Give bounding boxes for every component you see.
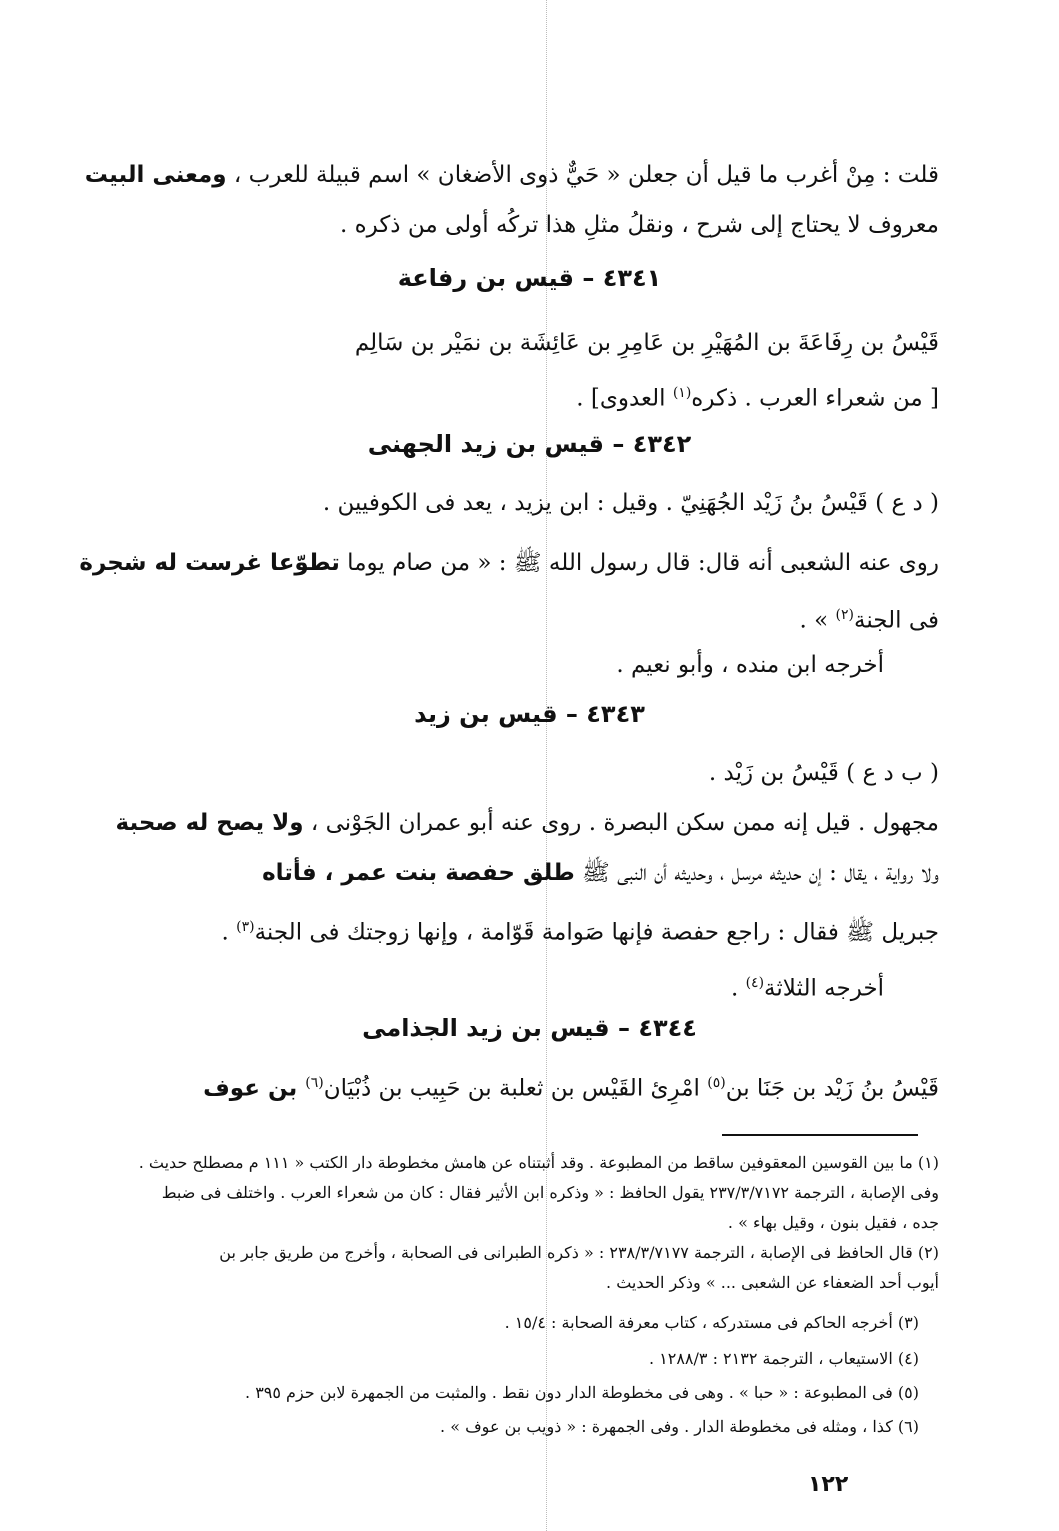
footnote-5: (٥) فى المطبوعة : « حبا » . وهى فى مخطوطة الدار دون نقط . والمثبت من الجمهرة لابن حزم ٣٩٥ .	[245, 1383, 919, 1402]
footnote-1-line-3: جده ، فقيل بنون ، وقيل بهاء » .	[727, 1213, 939, 1232]
entry-4343-bold-text-1: ولا يصح له صحبة	[115, 810, 304, 836]
entry-4343-line-3	[262, 858, 939, 888]
entry-4342-line-1: ( د ع ) قَيْسُ بنُ زَيْد الجُهَنِيّ . وقيل : ابن يزيد ، يعد فى الكوفيين .	[322, 490, 939, 516]
footnote-2-line-1: (٢) قال الحافظ فى الإصابة ، الترجمة ٢٣٨/٣/٧١٧٧ : « ذكره الطبرانى فى الصحابة ، وأخرج من طريق جابر بن	[219, 1243, 939, 1262]
entry-4342-line-4: أخرجه ابن منده ، وأبو نعيم .	[616, 652, 884, 678]
footnote-ref-2: (٢)	[835, 607, 854, 623]
entry-heading-4341: ٤٣٤١ – قيس بن رفاعة	[397, 264, 662, 292]
footnote-ref-4: (٤)	[745, 975, 765, 991]
entry-4343-line-4	[221, 912, 939, 948]
entry-4344-text-mid: امْرِئ القَيْس بن ثعلبة بن حَبِيب بن ذُبْيَان	[323, 1075, 708, 1102]
entry-4343-text-4: أخرجه الثلاثة	[764, 975, 884, 1002]
entry-4343-tail-1: .	[221, 919, 237, 946]
entry-4342-bold-text: تطوّعا غرست له شجرة	[79, 550, 340, 576]
footnote-ref-6: (٦)	[305, 1075, 324, 1091]
entry-4343-bold-text-2: طلق حفصة بنت عمر ، فأتاه	[262, 860, 575, 886]
intro-text: قلت : مِنْ أغرب ما قيل أن جعلن « حَيٌّ ذوى الأضغان » اسم قبيلة للعرب ،	[226, 162, 939, 188]
entry-4343-line-5	[731, 968, 884, 1004]
footnote-ref-5: (٥)	[707, 1075, 726, 1091]
entry-4341-line-1: قَيْسُ بن رِفَاعَةَ بن المُهَيْرِ بن عَامِرِ بن عَائِشَة بن نمَيْر بن سَالِم	[354, 330, 939, 356]
entry-4341-text: [ من شعراء العرب . ذكره	[691, 385, 939, 412]
footnote-divider	[722, 1134, 918, 1136]
footnote-3: (٣) أخرجه الحاكم فى مستدركه ، كتاب معرفة الصحابة : ١٥/٤ .	[504, 1313, 919, 1332]
entry-heading-4342: ٤٣٤٢ – قيس بن زيد الجهنى	[367, 430, 692, 458]
entry-4342-tail: » .	[799, 607, 836, 634]
footnote-1-line-1: (١) ما بين القوسين المعقوفين ساقط من المطبوعة . وقد أثبتناه عن هامش مخطوطة دار الكتب « ١١١ م مصطلح حديث .	[138, 1153, 939, 1172]
footnote-1-line-2: وفى الإصابة ، الترجمة ٢٣٧/٣/٧١٧٢ يقول الحافظ : « وذكره ابن الأثير فقال : كان من شعراء العرب . واختلف فى ضبط	[161, 1183, 939, 1202]
entry-4341-tail: العدوى] .	[576, 385, 673, 412]
entry-4343-text-2: ولا رواية ، يقال : إن حديثه مرسل ، وحديثه أن النبى ﷺ	[574, 860, 939, 886]
intro-line-1	[85, 160, 939, 190]
entry-4343-line-2	[116, 808, 940, 838]
entry-4342-line-2	[79, 548, 939, 578]
footnote-2-line-2: أيوب أحد الضعفاء عن الشعبى ... » وذكر الحديث .	[606, 1273, 939, 1292]
entry-4342-text-2: فى الجنة	[854, 607, 939, 634]
entry-heading-4344: ٤٣٤٤ – قيس بن زيد الجذامى	[362, 1014, 697, 1042]
page-number: ١٢٢	[808, 1472, 849, 1497]
entry-4343-line-1: ( ب د ع ) قَيْسُ بن زَيْد .	[708, 760, 939, 786]
footnote-6: (٦) كذا ، ومثله فى مخطوطة الدار . وفى الجمهرة : « ذويب بن عوف » .	[440, 1417, 919, 1436]
entry-4343-tail-2: .	[730, 975, 746, 1002]
entry-4344-line-1	[203, 1068, 939, 1104]
intro-line-2: معروف لا يحتاج إلى شرح ، ونقلُ مثلِ هذا تركُه أولى من ذكره .	[339, 212, 939, 238]
entry-4344-text: قَيْسُ بنُ زَيْد بن جَنَا بن	[725, 1075, 939, 1102]
entry-4342-text: روى عنه الشعبى أنه قال: قال رسول الله ﷺ : « من صام يوما	[339, 550, 939, 576]
footnote-ref-3: (٣)	[236, 919, 255, 935]
entry-4343-text-3: جبريل ﷺ فقال : راجع حفصة فإنها صَوامة قَوّامة ، وإنها زوجتك فى الجنة	[254, 919, 939, 946]
entry-heading-4343: ٤٣٤٣ – قيس بن زيد	[414, 700, 645, 728]
entry-4342-line-3	[800, 600, 939, 636]
intro-bold-text: ومعنى البيت	[84, 162, 227, 188]
entry-4344-bold-end: بن عوف	[203, 1075, 306, 1102]
entry-4343-text-1: مجهول . قيل إنه ممن سكن البصرة . روى عنه أبو عمران الجَوْنى ،	[303, 810, 939, 836]
footnote-4: (٤) الاستيعاب ، الترجمة ٢١٣٢ : ١٢٨٨/٣ .	[648, 1349, 919, 1368]
footnote-ref-1: (١)	[672, 385, 692, 401]
entry-4341-line-2	[576, 378, 939, 414]
